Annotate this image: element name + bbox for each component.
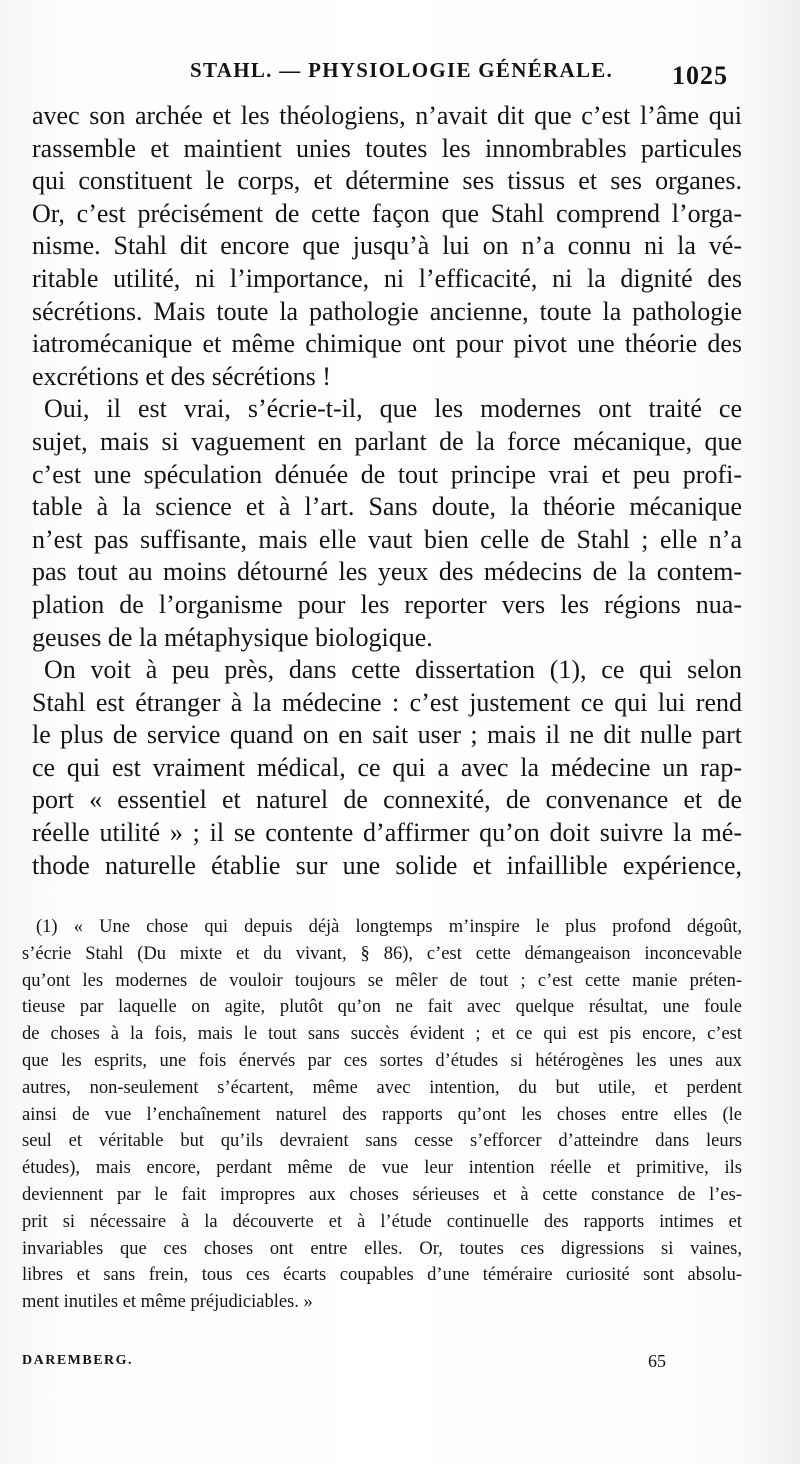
- text-line: thode naturelle établie sur une solide et infaillible expérience,: [32, 850, 742, 880]
- text-line: sujet, mais si vaguement en parlant de la force mécanique, que: [32, 426, 742, 456]
- text-line: nisme. Stahl dit encore que jusqu’à lui on n’a connu ni la vé-: [32, 231, 742, 261]
- text-line: iatromécanique et même chimique ont pour pivot une théorie des: [32, 329, 742, 359]
- footnote-line: autres, non-seulement s’écartent, même avec intention, du but utile, et perdent: [22, 1077, 742, 1098]
- footnote-line: invariables que ces choses ont entre elles. Or, toutes ces digressions si vaines,: [22, 1238, 742, 1259]
- text-line: table à la science et à l’art. Sans doute, la théorie mécanique: [32, 492, 742, 522]
- text-line: Oui, il est vrai, s’écrie-t-il, que les modernes ont traité ce: [44, 394, 742, 424]
- text-line: avec son archée et les théologiens, n’avait dit que c’est l’âme qui: [32, 101, 742, 130]
- page-header: [0, 58, 800, 92]
- footnote-line: seul et véritable but qu’ils devraient sans cesse s’efforcer d’atteindre dans leurs: [22, 1131, 742, 1152]
- text-line: pas tout au moins détourné les yeux des médecins de la contem-: [32, 557, 742, 587]
- text-line: ce qui est vraiment médical, ce qui a avec la médecine un rap-: [32, 752, 742, 782]
- text-line: rassemble et maintient unies toutes les innombrables particules: [32, 133, 742, 163]
- text-line: excrétions et des sécrétions !: [32, 361, 331, 391]
- signature-number: 65: [648, 1351, 666, 1371]
- page-number: 1025: [672, 61, 728, 90]
- text-line: ritable utilité, ni l’importance, ni l’efficacité, ni la dignité des: [32, 263, 742, 293]
- footnote-line: prit si nécessaire à la découverte et à l’étude continuelle des rapports intimes et: [22, 1211, 742, 1232]
- footnote-line: que les esprits, une fois énervés par ces sortes d’études si hétérogènes les unes aux: [22, 1050, 742, 1071]
- footnote-line: ainsi de vue l’enchaînement naturel des rapports qu’ont les choses entre elles (le: [22, 1104, 742, 1125]
- text-line: qui constituent le corps, et détermine ses tissus et ses organes.: [32, 166, 742, 196]
- text-line: port « essentiel et naturel de connexité, de convenance et de: [32, 785, 742, 815]
- text-line: c’est une spéculation dénuée de tout principe vrai et peu profi-: [32, 459, 742, 489]
- text-line: Or, c’est précisément de cette façon que Stahl comprend l’orga-: [32, 198, 742, 228]
- signature-mark: DAREMBERG.: [22, 1353, 134, 1368]
- footnote-line: de choses à la fois, mais le tout sans succès évident ; et ce qui est pis encore, c’est: [22, 1024, 742, 1045]
- page-footer: [0, 1345, 800, 1375]
- text-line: On voit à peu près, dans cette dissertation (1), ce qui selon: [44, 655, 742, 685]
- text-line: le plus de service quand on en sait user ; mais il ne dit nulle part: [32, 720, 742, 750]
- text-line: geuses de la métaphysique biologique.: [32, 622, 433, 652]
- text-line: plation de l’organisme pour les reporter vers les régions nua-: [32, 589, 742, 619]
- footnote-line: ment inutiles et même préjudiciables. »: [22, 1292, 313, 1313]
- footnote-line: (1) « Une chose qui depuis déjà longtemps m’inspire le plus profond dégoût,: [36, 917, 742, 937]
- main-text: [32, 100, 742, 882]
- footnote: [22, 914, 742, 1316]
- text-line: réelle utilité » ; il se contente d’affirmer qu’on doit suivre la mé-: [32, 818, 742, 848]
- text-line: n’est pas suffisante, mais elle vaut bien celle de Stahl ; elle n’a: [32, 524, 742, 554]
- running-head: STAHL. — PHYSIOLOGIE GÉNÉRALE.: [190, 58, 614, 82]
- footnote-line: qu’ont les modernes de vouloir toujours se mêler de tout ; c’est cette manie préten-: [22, 970, 742, 991]
- footnote-line: s’écrie Stahl (Du mixte et du vivant, § 86), c’est cette démangeaison inconcevable: [22, 943, 742, 964]
- footnote-line: études), mais encore, perdant même de vue leur intention réelle et primitive, ils: [22, 1158, 742, 1179]
- text-line: sécrétions. Mais toute la pathologie ancienne, toute la pathologie: [32, 296, 742, 326]
- footnote-line: libres et sans frein, tous ces écarts coupables d’une téméraire curiosité sont absolu-: [22, 1265, 742, 1286]
- footnote-line: tieuse par laquelle on agite, plutôt qu’on ne fait avec quelque résultat, une foule: [22, 997, 742, 1018]
- footnote-line: deviennent par le fait impropres aux choses sérieuses et à cette constance de l’es-: [22, 1184, 742, 1205]
- text-line: Stahl est étranger à la médecine : c’est justement ce qui lui rend: [32, 687, 742, 717]
